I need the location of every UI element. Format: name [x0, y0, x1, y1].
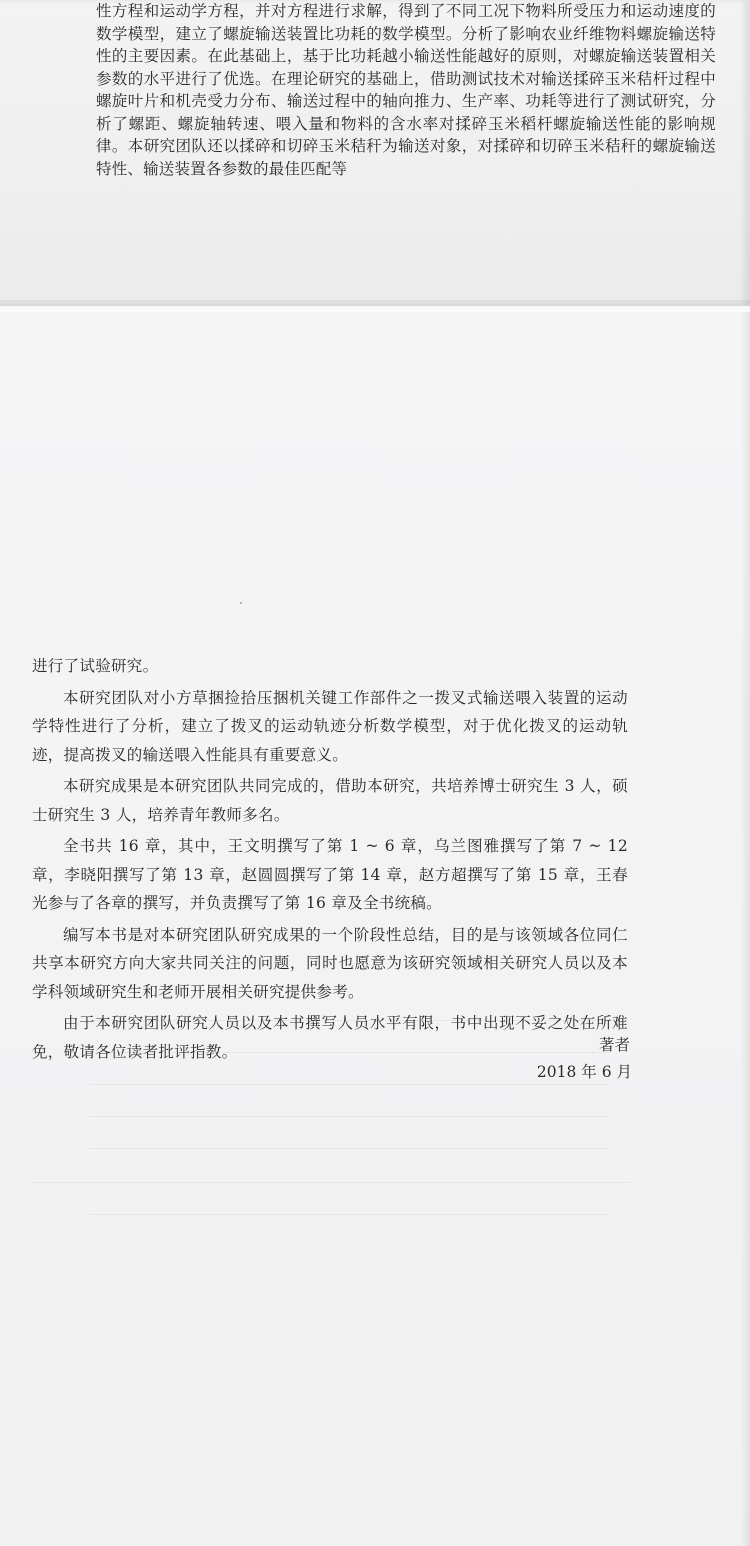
paragraph: 全书共 16 章，其中，王文明撰写了第 1 ~ 6 章，乌兰图雅撰写了第 7 ~ 12 章，李晓阳撰写了第 13 章，赵圆圆撰写了第 14 章，赵方超撰写了第 15 章，王春光参与了各章的撰写，并负责撰写了第 16 章及全书统稿。: [32, 837, 628, 912]
signature-date: 2018 年 6 月: [536, 1063, 632, 1081]
paragraph: 本研究团队对小方草捆捡拾压捆机关键工作部件之一拨叉式输送喂入装置的运动学特性进行了分析，建立了拨叉的运动轨迹分析数学模型，对于优化拨叉的运动轨迹，提高拨叉的输送喂入性能具有重要意义。: [32, 688, 628, 764]
top-paragraph: 性方程和运动学方程，并对方程进行求解，得到了不同工况下物料所受压力和运动速度的数学模型，建立了螺旋输送装置比功耗的数学模型。分析了影响农业纤维物料螺旋输送特性的主要因素。在此基础上，基于比功耗越小输送性能越好的原则，对螺旋输送装置相关参数的水平进行了优选。在理论研究的基础上，借助测试技术对输送揉碎玉米秸杆过程中螺旋叶片和机壳受力分布、输送过程中的轴向推力、生产率、功耗等进行了测试研究，分析了螺距、螺旋轴转速、喂入量和物料的含水率对揉碎玉米稻杆螺旋输送性能的影响规律。本研究团队还以揉碎和切碎玉米秸秆为输送对象，对揉碎和切碎玉米秸秆的螺旋输送特性、输送装置各参数的最佳匹配等: [96, 2, 716, 178]
paragraph: 编写本书是对本研究团队研究成果的一个阶段性总结，目的是与该领域各位同仁共享本研究方向大家共同关注的问题，同时也愿意为该研究领域相关研究人员以及本学科领域研究生和老师开展相关研究提供参考。: [32, 925, 628, 1001]
paragraph: 由于本研究团队研究人员以及本书撰写人员水平有限，书中出现不妥之处在所难免，敬请各位读者批评指教。: [32, 1014, 628, 1061]
bleed-through-line: [90, 1084, 610, 1085]
bottom-page: [0, 312, 750, 1546]
signature-block: [537, 1032, 632, 1086]
bleed-through-line: [90, 1148, 610, 1149]
bleed-through-line: [30, 1182, 630, 1183]
bleed-through-line: [90, 1214, 610, 1215]
signature-author: 著者: [598, 1036, 630, 1054]
scan-speck: [240, 602, 242, 604]
paragraph-continuation: 进行了试验研究。: [32, 657, 159, 675]
preface-body: [32, 652, 628, 1069]
page-edge-shadow: [740, 312, 750, 1546]
paragraph: 本研究成果是本研究团队共同完成的，借助本研究，共培养博士研究生 3 人，硕士研究生 3 人，培养青年教师多名。: [32, 777, 628, 824]
top-page-fragment: [0, 0, 750, 306]
bleed-through-line: [90, 1116, 610, 1117]
